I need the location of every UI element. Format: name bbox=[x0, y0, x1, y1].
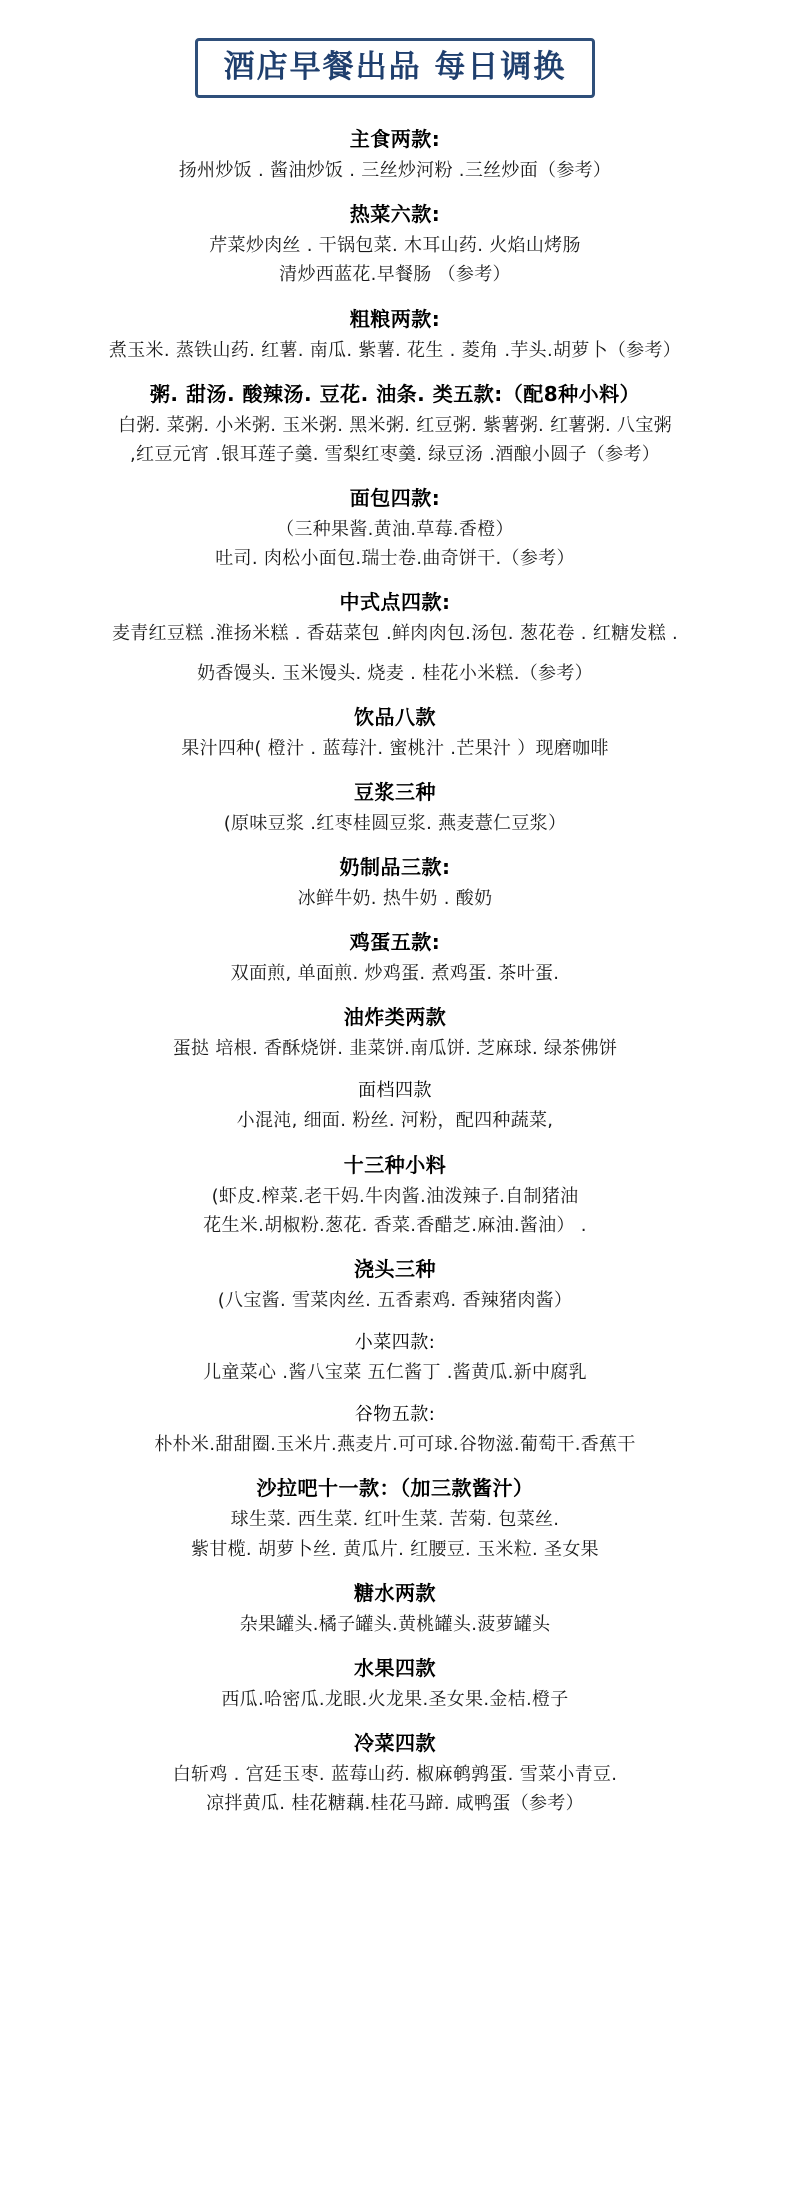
menu-section bbox=[22, 1002, 768, 1063]
section-line: 儿童菜心 .酱八宝菜 五仁酱丁 .酱黄瓜.新中腐乳 bbox=[203, 1362, 587, 1384]
section-line: 煮玉米. 蒸铁山药. 红薯. 南瓜. 紫薯. 花生 . 菱角 .芋头.胡萝卜（参考） bbox=[108, 339, 682, 361]
menu-section bbox=[22, 483, 768, 573]
menu-section bbox=[22, 1150, 768, 1240]
title-box bbox=[195, 38, 596, 98]
section-heading: 油炸类两款 bbox=[343, 1005, 447, 1030]
section-line: 球生菜. 西生菜. 红叶生菜. 苦菊. 包菜丝. bbox=[230, 1509, 560, 1531]
section-heading: 粥. 甜汤. 酸辣汤. 豆花. 油条. 类五款:（配8种小料） bbox=[149, 381, 641, 406]
section-line: 小混沌, 细面. 粉丝. 河粉，配四种蔬菜, bbox=[236, 1110, 554, 1132]
section-heading: 谷物五款: bbox=[354, 1404, 436, 1426]
section-line: 花生米.胡椒粉.葱花. 香菜.香醋芝.麻油.酱油） . bbox=[203, 1214, 587, 1236]
section-line: 白斩鸡 . 宫廷玉枣. 蓝莓山药. 椒麻鹌鹑蛋. 雪菜小青豆. bbox=[172, 1764, 618, 1785]
section-heading: 豆浆三种 bbox=[354, 779, 436, 804]
menu-section bbox=[22, 1077, 768, 1135]
section-line: 蛋挞 培根. 香酥烧饼. 韭菜饼.南瓜饼. 芝麻球. 绿茶佛饼 bbox=[172, 1038, 618, 1060]
section-heading: 鸡蛋五款: bbox=[349, 930, 441, 955]
section-line: 清炒西蓝花.早餐肠 （参考） bbox=[279, 264, 511, 286]
section-line: 芹菜炒肉丝 . 干锅包菜. 木耳山药. 火焰山烤肠 bbox=[209, 235, 581, 257]
menu-section bbox=[22, 1653, 768, 1714]
section-heading: 浇头三种 bbox=[354, 1256, 436, 1281]
section-heading: 冷菜四款 bbox=[354, 1731, 436, 1755]
section-line: 扬州炒饭 . 酱油炒饭 . 三丝炒河粉 .三丝炒面（参考） bbox=[178, 160, 612, 182]
menu-section bbox=[22, 124, 768, 185]
menu-section bbox=[22, 702, 768, 763]
section-line: 朴朴米.甜甜圈.玉米片.燕麦片.可可球.谷物滋.葡萄干.香蕉干 bbox=[154, 1434, 636, 1456]
section-heading: 沙拉吧十一款：（加三款酱汁） bbox=[256, 1476, 534, 1501]
menu-section bbox=[22, 1401, 768, 1459]
menu-section bbox=[22, 1473, 768, 1563]
page-title: 酒店早餐出品 每日调换 bbox=[223, 49, 567, 85]
section-line: 凉拌黄瓜. 桂花糖藕.桂花马蹄. 咸鸭蛋（参考） bbox=[206, 1793, 584, 1815]
section-heading: 面包四款: bbox=[349, 486, 441, 511]
section-line: ,红豆元宵 .银耳莲子羹. 雪梨红枣羹. 绿豆汤 .酒酿小圆子（参考） bbox=[130, 443, 660, 465]
menu-section bbox=[22, 304, 768, 365]
menu-section bbox=[22, 587, 768, 687]
menu-section bbox=[22, 852, 768, 913]
section-line: 白粥. 菜粥. 小米粥. 玉米粥. 黑米粥. 红豆粥. 紫薯粥. 红薯粥. 八宝粥 bbox=[118, 414, 672, 436]
section-line: 奶香馒头. 玉米馒头. 烧麦 . 桂花小米糕.（参考） bbox=[197, 662, 593, 684]
section-line: 紫甘榄. 胡萝卜丝. 黄瓜片. 红腰豆. 玉米粒. 圣女果 bbox=[191, 1538, 599, 1560]
menu-section bbox=[22, 199, 768, 289]
section-heading: 中式点四款: bbox=[339, 590, 451, 615]
menu-section bbox=[22, 927, 768, 988]
section-heading: 水果四款 bbox=[354, 1655, 436, 1680]
section-heading: 小菜四款: bbox=[354, 1332, 436, 1354]
menu-section bbox=[22, 379, 768, 469]
menu-section bbox=[22, 777, 768, 838]
section-heading: 主食两款: bbox=[349, 127, 441, 152]
section-heading: 饮品八款 bbox=[354, 704, 436, 729]
menu-section bbox=[22, 1329, 768, 1387]
section-heading: 奶制品三款: bbox=[339, 854, 451, 879]
menu-section bbox=[22, 1728, 768, 1818]
section-line: (八宝酱. 雪菜肉丝. 五香素鸡. 香辣猪肉酱） bbox=[217, 1289, 573, 1311]
line-spacer bbox=[22, 649, 768, 659]
section-heading: 面档四款 bbox=[358, 1080, 432, 1102]
section-heading: 粗粮两款: bbox=[349, 306, 441, 331]
section-line: (虾皮.榨菜.老干妈.牛肉酱.油泼辣子.自制猪油 bbox=[211, 1185, 579, 1207]
section-line: 双面煎, 单面煎. 炒鸡蛋. 煮鸡蛋. 茶叶蛋. bbox=[230, 963, 560, 985]
section-line: 西瓜.哈密瓜.龙眼.火龙果.圣女果.金桔.橙子 bbox=[221, 1688, 569, 1710]
menu-section bbox=[22, 1578, 768, 1639]
title-container bbox=[22, 38, 768, 98]
section-heading: 糖水两款 bbox=[354, 1580, 436, 1605]
section-line: 冰鲜牛奶. 热牛奶 . 酸奶 bbox=[297, 887, 493, 909]
section-line: （三种果酱.黄油.草莓.香橙） bbox=[276, 519, 514, 541]
section-line: 吐司. 肉松小面包.瑞士卷.曲奇饼干.（参考） bbox=[215, 548, 575, 570]
section-line: 杂果罐头.橘子罐头.黄桃罐头.菠萝罐头 bbox=[239, 1613, 551, 1635]
section-line: (原味豆浆 .红枣桂圆豆浆. 燕麦薏仁豆浆） bbox=[223, 812, 567, 834]
section-heading: 热菜六款: bbox=[349, 202, 441, 227]
section-heading: 十三种小料 bbox=[343, 1152, 447, 1177]
section-line: 果汁四种( 橙汁 . 蓝莓汁. 蜜桃汁 .芒果汁 ）现磨咖啡 bbox=[181, 737, 609, 759]
menu-section bbox=[22, 1254, 768, 1315]
section-line: 麦青红豆糕 .淮扬米糕 . 香菇菜包 .鲜肉肉包.汤包. 葱花卷 . 红糖发糕 . bbox=[111, 623, 679, 645]
